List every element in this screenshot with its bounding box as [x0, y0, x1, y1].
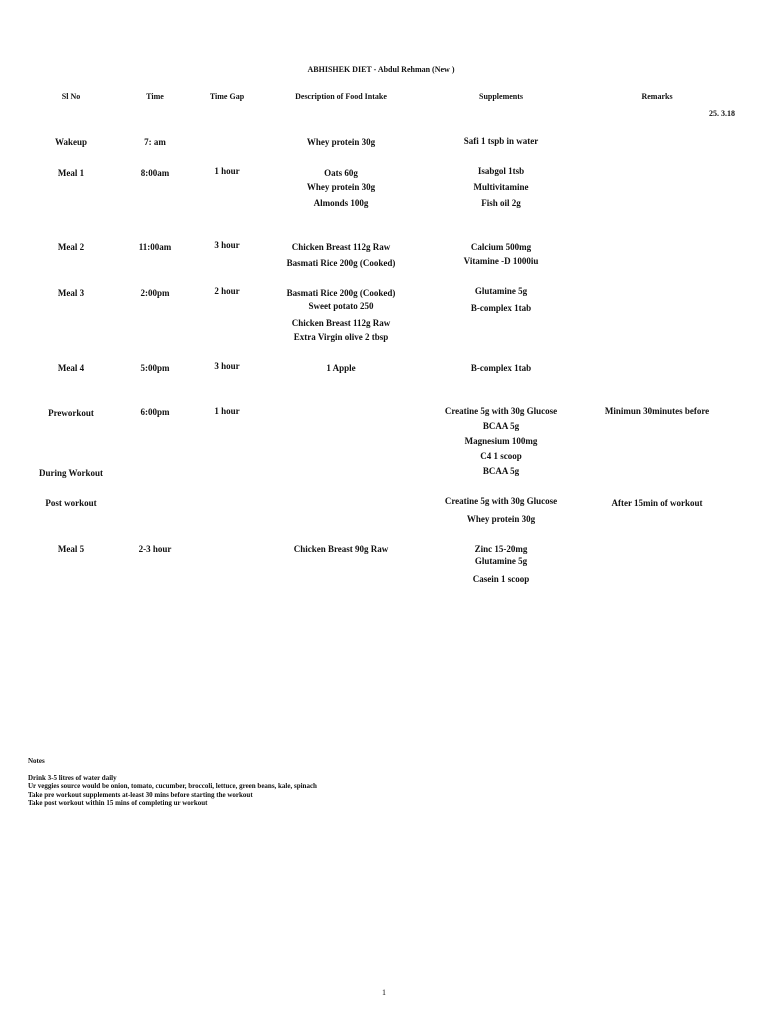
supplement-item: Multivitamine — [473, 182, 529, 192]
row-label: Meal 3 — [57, 288, 85, 298]
row-label: Preworkout — [48, 408, 94, 418]
header-remarks: Remarks — [641, 92, 673, 101]
food-item: Whey protein 30g — [306, 182, 376, 192]
notes-heading: Notes — [28, 757, 45, 765]
supplement-item: Glutamine 5g — [474, 286, 528, 296]
supplement-item: Calcium 500mg — [470, 242, 532, 252]
food-item: Chicken Breast 112g Raw — [291, 318, 391, 328]
note-line: Take pre workout supplements at-least 30 mins before starting the workout — [28, 791, 253, 799]
row-time-gap: 1 hour — [214, 166, 240, 176]
food-item: Oats 60g — [324, 168, 358, 178]
row-time: 6:00pm — [140, 407, 170, 417]
row-time-gap: 2 hour — [214, 286, 240, 296]
row-label: Wakeup — [54, 137, 88, 147]
row-time-gap: 3 hour — [214, 240, 240, 250]
row-label: Meal 1 — [57, 168, 85, 178]
supplement-item: Creatine 5g with 30g Glucose — [444, 406, 558, 416]
food-item: Sweet potato 250 — [308, 301, 374, 311]
food-item: Basmati Rice 200g (Cooked) — [286, 288, 396, 298]
header-supplements: Supplements — [478, 92, 524, 101]
row-time-gap: 3 hour — [214, 361, 240, 371]
food-item: Almonds 100g — [313, 198, 369, 208]
row-time: 8:00am — [140, 168, 170, 178]
row-time: 2:00pm — [140, 288, 170, 298]
food-item: 1 Apple — [326, 363, 356, 373]
note-line: Drink 3-5 litres of water daily — [28, 774, 117, 782]
row-time-gap: 1 hour — [214, 406, 240, 416]
row-time: 11:00am — [138, 242, 172, 252]
supplement-item: Casein 1 scoop — [472, 574, 530, 584]
supplement-item: Zinc 15-20mg — [474, 544, 528, 554]
supplement-item: B-complex 1tab — [470, 363, 532, 373]
note-line: Ur veggies source would be onion, tomato, cucumber, broccoli, lettuce, green beans, kale, spinach — [28, 782, 317, 790]
header-description: Description of Food Intake — [295, 92, 387, 101]
supplement-item: Isabgol 1tsb — [477, 166, 525, 176]
food-item: Basmati Rice 200g (Cooked) — [286, 258, 396, 268]
remark-text: After 15min of workout — [611, 498, 703, 508]
row-label: Meal 5 — [57, 544, 85, 554]
row-label: Post workout — [45, 498, 97, 508]
food-item: Whey protein 30g — [306, 137, 376, 147]
supplement-item: Fish oil 2g — [481, 198, 521, 208]
supplement-item: Creatine 5g with 30g Glucose — [444, 496, 558, 506]
row-time: 2-3 hour — [138, 544, 172, 554]
food-item: Chicken Breast 112g Raw — [291, 242, 391, 252]
food-item: Extra Virgin olive 2 tbsp — [293, 332, 389, 342]
row-time: 5:00pm — [140, 363, 170, 373]
row-label: Meal 4 — [57, 363, 85, 373]
header-sl-no: Sl No — [61, 92, 81, 101]
document-date: 25. 3.18 — [709, 109, 735, 118]
note-line: Take post workout within 15 mins of completing ur workout — [28, 799, 208, 807]
header-time: Time — [146, 92, 164, 101]
supplement-item: Magnesium 100mg — [464, 436, 538, 446]
remark-text: Minimun 30minutes before — [604, 406, 710, 416]
supplement-item: Glutamine 5g — [474, 556, 528, 566]
page-number: 1 — [382, 988, 386, 997]
supplement-item: BCAA 5g — [482, 421, 520, 431]
row-label: Meal 2 — [57, 242, 85, 252]
document-title: ABHISHEK DIET - Abdul Rehman (New ) — [307, 65, 455, 74]
supplement-item: BCAA 5g — [482, 466, 520, 476]
supplement-item: Whey protein 30g — [466, 514, 536, 524]
header-time-gap: Time Gap — [209, 92, 245, 101]
supplement-item: B-complex 1tab — [470, 303, 532, 313]
row-time: 7: am — [144, 137, 166, 147]
row-label: During Workout — [38, 468, 104, 478]
food-item: Chicken Breast 90g Raw — [293, 544, 389, 554]
supplement-item: Safi 1 tspb in water — [463, 136, 539, 146]
supplement-item: C4 1 scoop — [480, 451, 522, 461]
supplement-item: Vitamine -D 1000iu — [463, 256, 539, 266]
